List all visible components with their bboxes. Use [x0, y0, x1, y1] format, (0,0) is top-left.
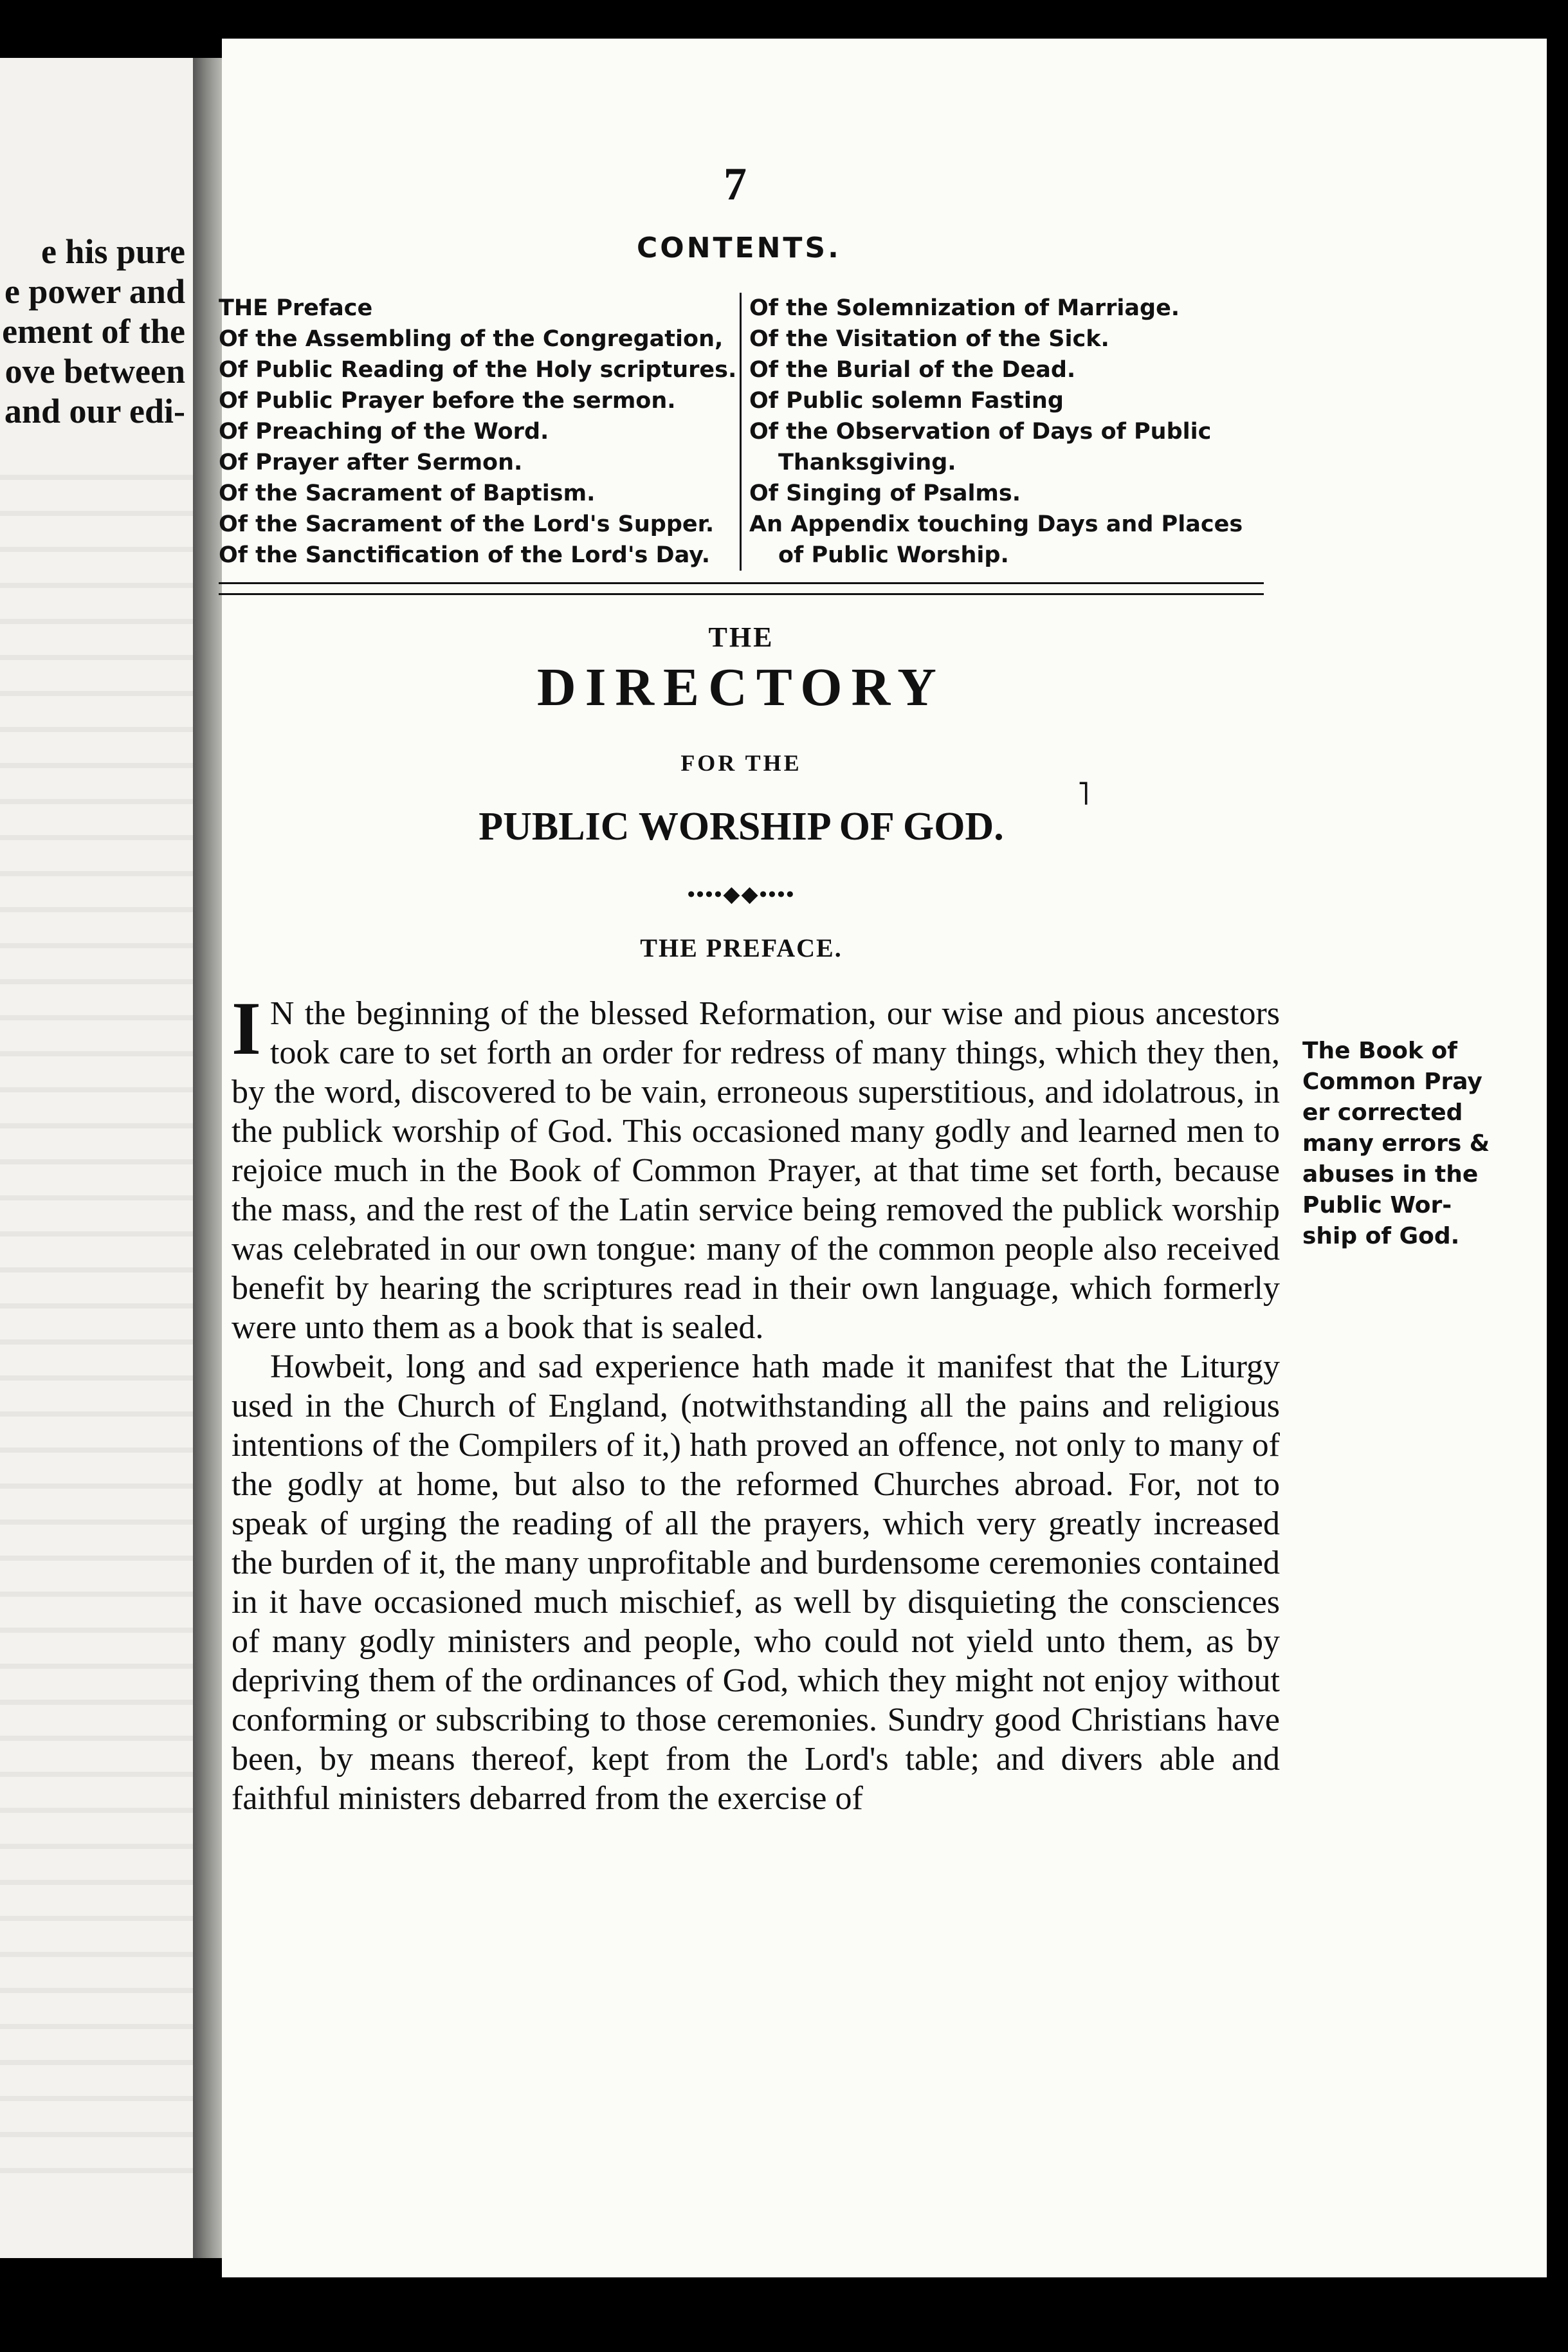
preface-heading: THE PREFACE.	[640, 933, 843, 962]
facing-page-bleed	[0, 444, 193, 2181]
preface-paragraph-1	[232, 986, 1280, 1347]
contents-entry: Of Preaching of the Word.	[219, 419, 549, 445]
preface-body	[232, 986, 1280, 1818]
contents-entry: Of the Sacrament of Baptism.	[219, 481, 596, 506]
facing-page-text	[2, 232, 185, 431]
contents-entry: THE Preface	[219, 295, 373, 321]
contents-entry: Of Public solemn Fasting	[749, 388, 1064, 414]
facing-page-line: ove between	[5, 352, 185, 390]
facing-page-line: e power and	[4, 272, 185, 311]
contents-entry: An Appendix touching Days and Places	[749, 511, 1243, 537]
marginal-note-line: The Book of	[1302, 1038, 1457, 1064]
marginal-note	[1302, 1036, 1495, 1252]
facing-page-line: e his pure	[41, 232, 185, 271]
printer-mark: ˥	[1077, 776, 1090, 812]
contents-entry: Of the Observation of Days of Public	[749, 419, 1212, 445]
contents-entry: Of Public Prayer before the sermon.	[219, 388, 676, 414]
ornament-divider: ••••◆◆••••	[687, 883, 796, 906]
contents-entry: Of Singing of Psalms.	[749, 481, 1021, 506]
title-for-the: FOR THE	[680, 750, 802, 776]
marginal-note-line: Public Wor-	[1302, 1192, 1452, 1218]
marginal-note-line: Common Pray	[1302, 1069, 1482, 1095]
contents-entry: Of the Burial of the Dead.	[749, 357, 1076, 383]
drop-cap: I	[232, 986, 261, 1070]
facing-page-line: and our edi-	[4, 392, 185, 430]
facing-page	[0, 58, 193, 2258]
page-number: 7	[724, 158, 747, 210]
marginal-note-line: many errors &	[1302, 1130, 1490, 1157]
title-public-worship: PUBLIC WORSHIP OF GOD.	[479, 805, 1004, 849]
contents-table	[219, 293, 1273, 571]
marginal-note-line: abuses in the	[1302, 1161, 1479, 1188]
facing-page-line: ement of the	[2, 312, 185, 351]
contents-entry: Of Prayer after Sermon.	[219, 450, 523, 475]
title-directory: DIRECTORY	[537, 657, 945, 717]
marginal-note-line: er corrected	[1302, 1099, 1463, 1126]
contents-heading: CONTENTS.	[637, 232, 841, 264]
contents-entry: Thanksgiving.	[778, 450, 956, 475]
title-the: THE	[708, 621, 774, 653]
contents-entry: Of the Sanctification of the Lord's Day.	[219, 542, 711, 568]
contents-entry: Of the Solemnization of Marriage.	[749, 295, 1180, 321]
preface-paragraph-2: Howbeit, long and sad experience hath made it manifest that the Liturgy used in the Church of England, (notwithstanding all the pains and religious intentions of the Compilers of it,) hath proved an offence, not only to many of the godly at home, but also to the reformed Churches abroad. For, not to speak of urging the reading of all the prayers, which very greatly increased the burden of it, the many unprofitable and burdensome ceremonies contained in it have occasioned much mischief, as well by disquieting the consciences of many godly ministers and people, who could not yield unto them, as by depriving them of the ordinances of God, which they might not enjoy without conforming or subscribing to those ceremonies. Sundry good Christians have been, by means thereof, kept from the Lord's table; and divers able and faithful ministers debarred from the exercise of	[232, 1348, 1280, 1817]
contents-entry: of Public Worship.	[778, 542, 1009, 568]
contents-entry: Of the Visitation of the Sick.	[749, 326, 1109, 352]
contents-right-column	[742, 293, 1243, 571]
contents-entry: Of Public Reading of the Holy scriptures.	[219, 357, 737, 383]
paragraph-text: N the beginning of the blessed Reformation, our wise and pious ancestors took care to set forth an order for redress of many things, which they then, by the word, discovered to be vain, erroneous superstitious, and idolatrous, in the publick worship of God. This occasioned many godly and learned men to rejoice much in the Book of Common Prayer, at that time set forth, because the mass, and the rest of the Latin service being removed the publick worship was celebrated in our own tongue: many of the common people also received benefit by hearing the scriptures read in their own language, which formerly were unto them as a book that is sealed.	[232, 995, 1280, 1346]
double-rule-divider	[219, 582, 1264, 595]
contents-entry: Of the Sacrament of the Lord's Supper.	[219, 511, 715, 537]
contents-entry: Of the Assembling of the Congregation,	[219, 326, 724, 352]
contents-left-column	[219, 293, 742, 571]
marginal-note-line: ship of God.	[1302, 1223, 1460, 1249]
